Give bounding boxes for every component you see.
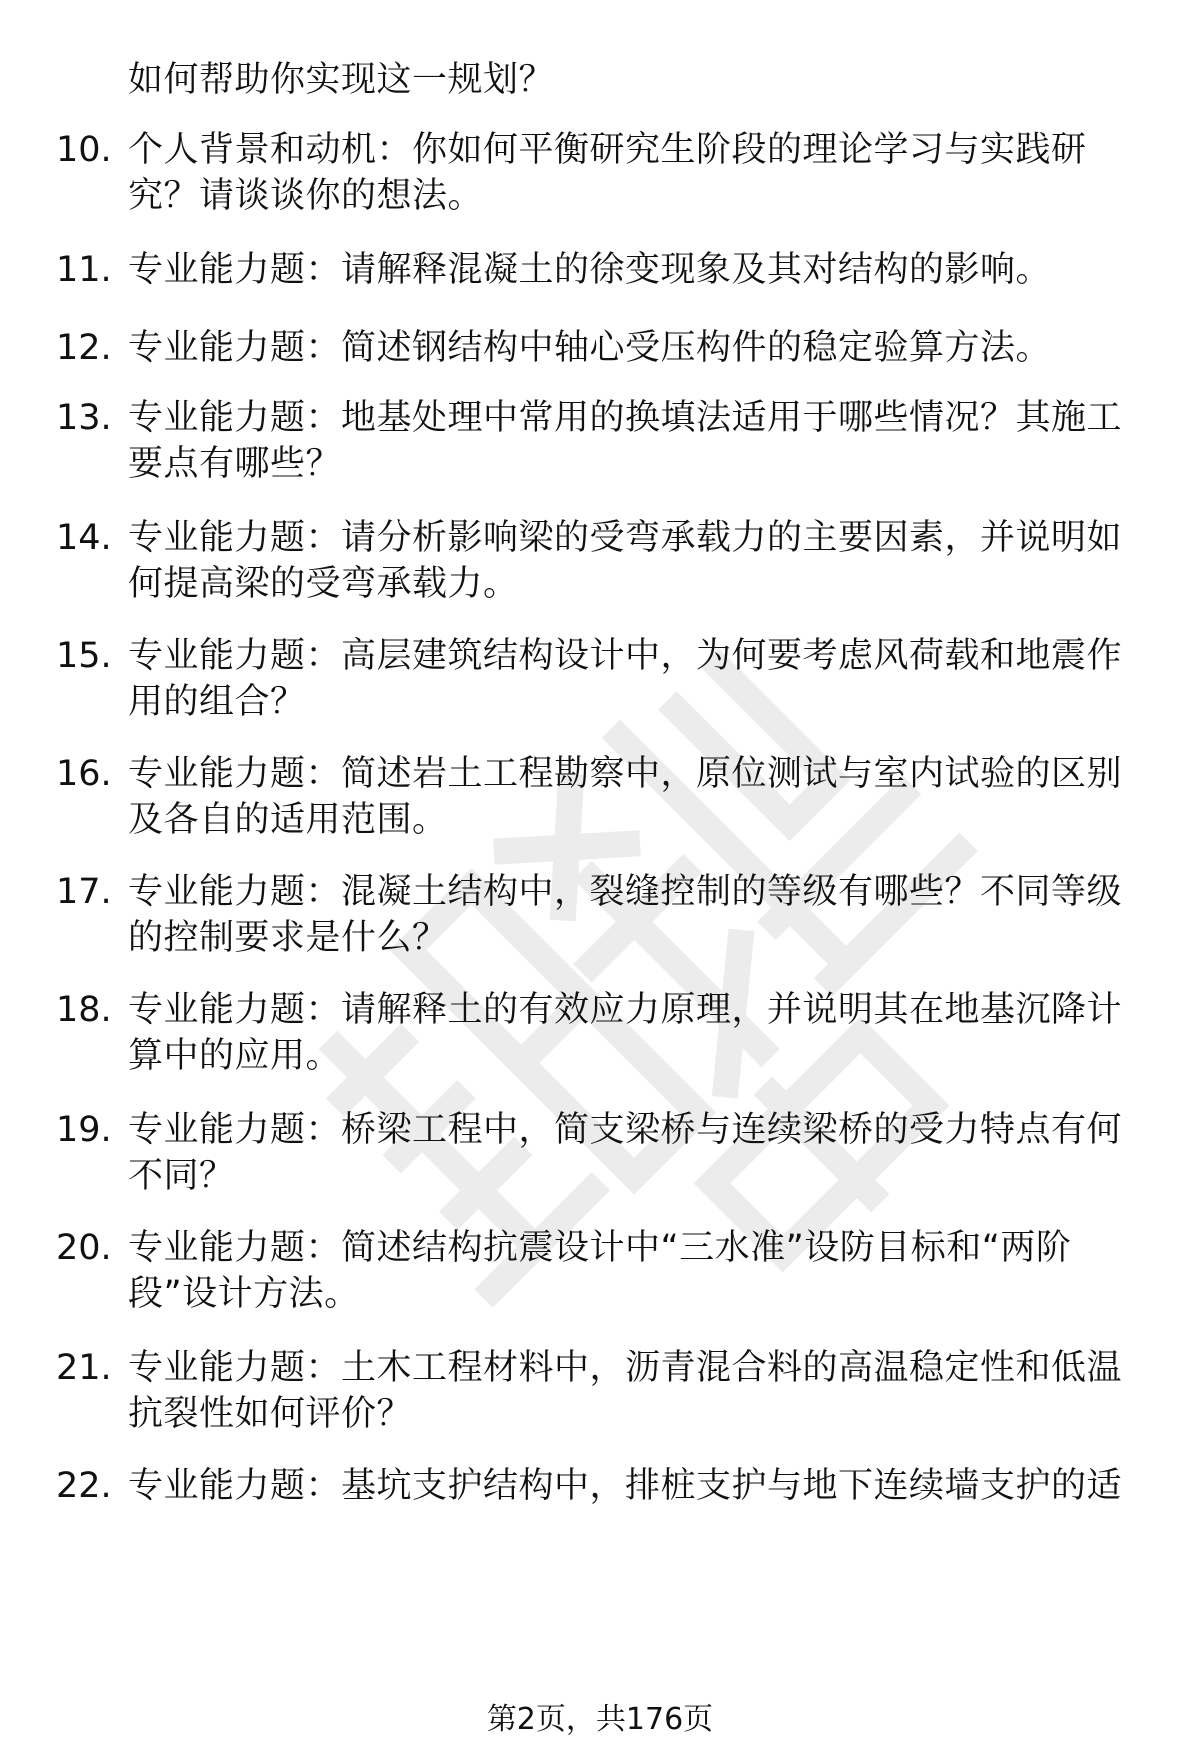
item-number: 10. [56,130,112,170]
item-text-line: 专业能力题：地基处理中常用的换填法适用于哪些情况？其施工 [128,398,1123,438]
item-number: 12. [56,328,112,368]
item-number: 21. [56,1348,112,1388]
item-text-line: 专业能力题：简述钢结构中轴心受压构件的稳定验算方法。 [128,328,1052,368]
item-text-line: 专业能力题：简述岩土工程勘察中，原位测试与室内试验的区别 [128,754,1123,794]
item-number: 11. [56,250,112,290]
item-number: 20. [56,1228,112,1268]
item-text-line: 专业能力题：基坑支护结构中，排桩支护与地下连续墙支护的适 [128,1466,1123,1506]
item-text-line: 专业能力题：请解释混凝土的徐变现象及其对结构的影响。 [128,250,1052,290]
item-text-line: 专业能力题：高层建筑结构设计中，为何要考虑风荷载和地震作 [128,636,1123,676]
page-footer: 第2页，共176页 [486,1702,714,1737]
item-text-line: 不同？ [128,1156,235,1196]
item-number: 18. [56,990,112,1030]
item-number: 16. [56,754,112,794]
item-text-line: 及各自的适用范围。 [128,800,448,840]
item-number: 17. [56,872,112,912]
item-number: 13. [56,398,112,438]
item-text-line: 专业能力题：土木工程材料中，沥青混合料的高温稳定性和低温 [128,1348,1123,1388]
item-text-line: 的控制要求是什么？ [128,918,448,958]
item-text-line: 专业能力题：简述结构抗震设计中“三水准”设防目标和“两阶 [128,1228,1072,1268]
item-number: 22. [56,1466,112,1506]
item-number: 15. [56,636,112,676]
item-text-line: 何提高梁的受弯承载力。 [128,564,519,604]
item-text-line: 专业能力题：请解释土的有效应力原理，并说明其在地基沉降计 [128,990,1123,1030]
item-text-line: 算中的应用。 [128,1036,342,1076]
item-text-line: 专业能力题：请分析影响梁的受弯承载力的主要因素，并说明如 [128,518,1123,558]
item-text-line: 个人背景和动机：你如何平衡研究生阶段的理论学习与实践研 [128,130,1087,170]
item-number: 14. [56,518,112,558]
item-text-line: 用的组合？ [128,682,306,722]
item-number: 19. [56,1110,112,1150]
item-text-line: 专业能力题：桥梁工程中，简支梁桥与连续梁桥的受力特点有何 [128,1110,1123,1150]
intro-line: 如何帮助你实现这一规划？ [128,60,555,100]
item-text-line: 究？请谈谈你的想法。 [128,176,484,216]
item-text-line: 专业能力题：混凝土结构中，裂缝控制的等级有哪些？不同等级 [128,872,1123,912]
item-text-line: 抗裂性如何评价？ [128,1394,413,1434]
item-text-line: 要点有哪些？ [128,444,342,484]
item-text-line: 段”设计方法。 [128,1274,360,1314]
